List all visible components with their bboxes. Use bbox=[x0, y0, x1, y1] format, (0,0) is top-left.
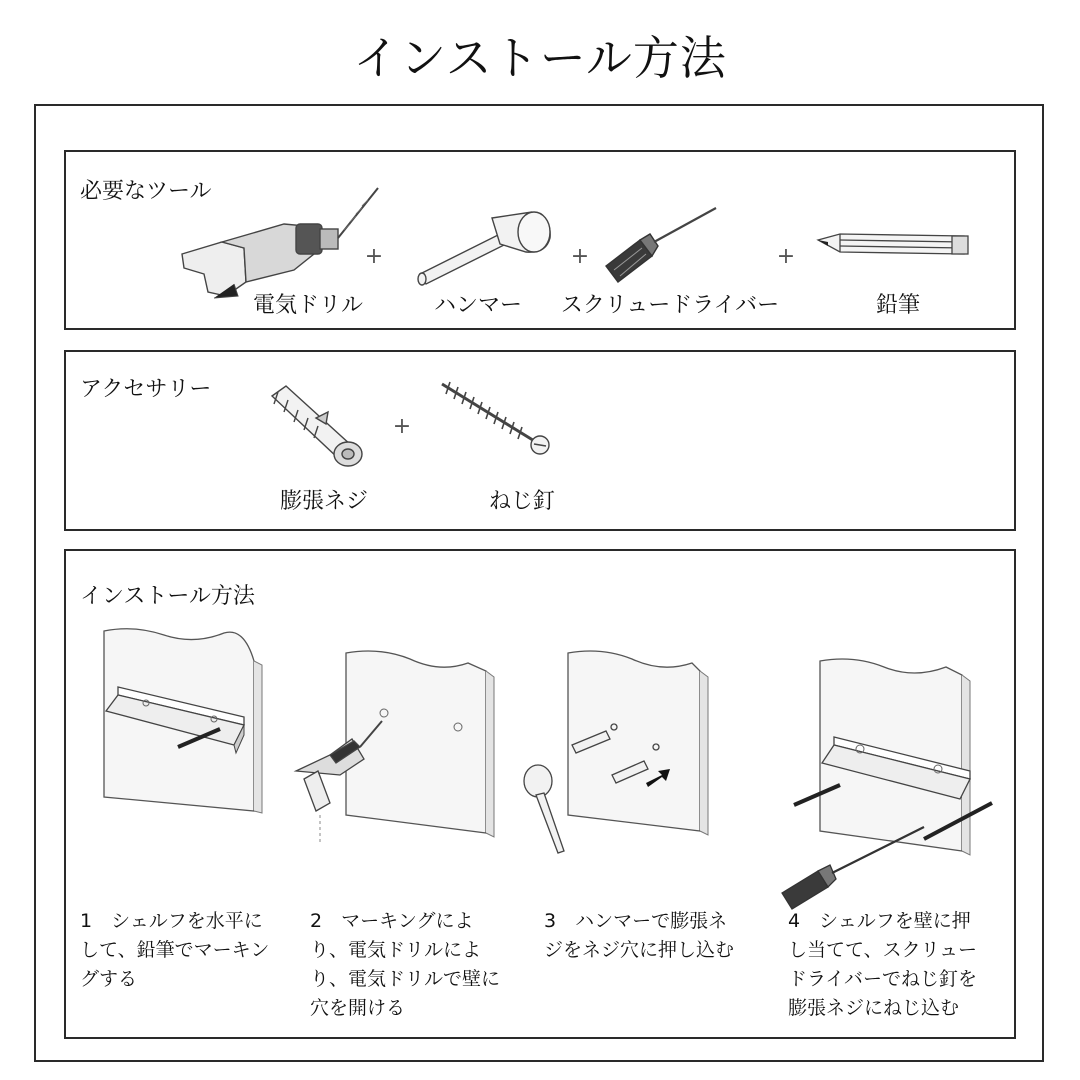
tools-heading: 必要なツール bbox=[80, 179, 212, 204]
accessories-heading: アクセサリー bbox=[80, 377, 212, 402]
hammer-icon bbox=[416, 204, 556, 288]
steps-panel bbox=[64, 549, 1016, 1039]
accessories-panel bbox=[64, 350, 1016, 531]
tool-label-hammer: ハンマー bbox=[433, 293, 523, 318]
tool-label-drill: 電気ドリル bbox=[252, 293, 364, 318]
plus-separator: + bbox=[364, 244, 384, 269]
steps-heading: インストール方法 bbox=[80, 584, 255, 609]
step-4-text: 4 シェルフを壁に押し当てて、スクリュードライバーでねじ釘を膨張ネジにねじ込む bbox=[788, 910, 978, 1019]
step-2-text: 2 マーキングにより、電気ドリルにより、電気ドリルで壁に穴を開ける bbox=[310, 910, 501, 1019]
wall-anchor-icon bbox=[264, 378, 374, 474]
accessory-label-anchor: 膨張ネジ bbox=[279, 489, 369, 514]
step-3-text: 3 ハンマーで膨張ネジをネジ穴に押し込む bbox=[544, 910, 735, 961]
screw-icon bbox=[436, 378, 556, 458]
tool-label-screwdriver: スクリュードライバー bbox=[560, 293, 780, 318]
tool-label-pencil: 鉛筆 bbox=[875, 293, 921, 318]
page-title: インストール方法 bbox=[353, 31, 727, 85]
step3-hammer-anchor-illustration bbox=[522, 645, 740, 865]
plus-separator: + bbox=[570, 244, 590, 269]
drill-icon bbox=[174, 184, 384, 302]
step-1-text: 1 シェルフを水平にして、鉛筆でマーキングする bbox=[80, 910, 270, 990]
plus-separator: + bbox=[776, 244, 796, 269]
plus-separator: + bbox=[392, 414, 412, 439]
pencil-icon bbox=[814, 228, 974, 264]
step1-wall-shelf-illustration bbox=[94, 621, 270, 821]
screwdriver-icon bbox=[600, 204, 722, 284]
accessory-label-screw: ねじ釘 bbox=[488, 489, 556, 514]
tools-panel bbox=[64, 150, 1016, 330]
step4-screwdriver-shelf-illustration bbox=[774, 655, 1006, 915]
step2-drill-wall-illustration bbox=[290, 647, 504, 867]
